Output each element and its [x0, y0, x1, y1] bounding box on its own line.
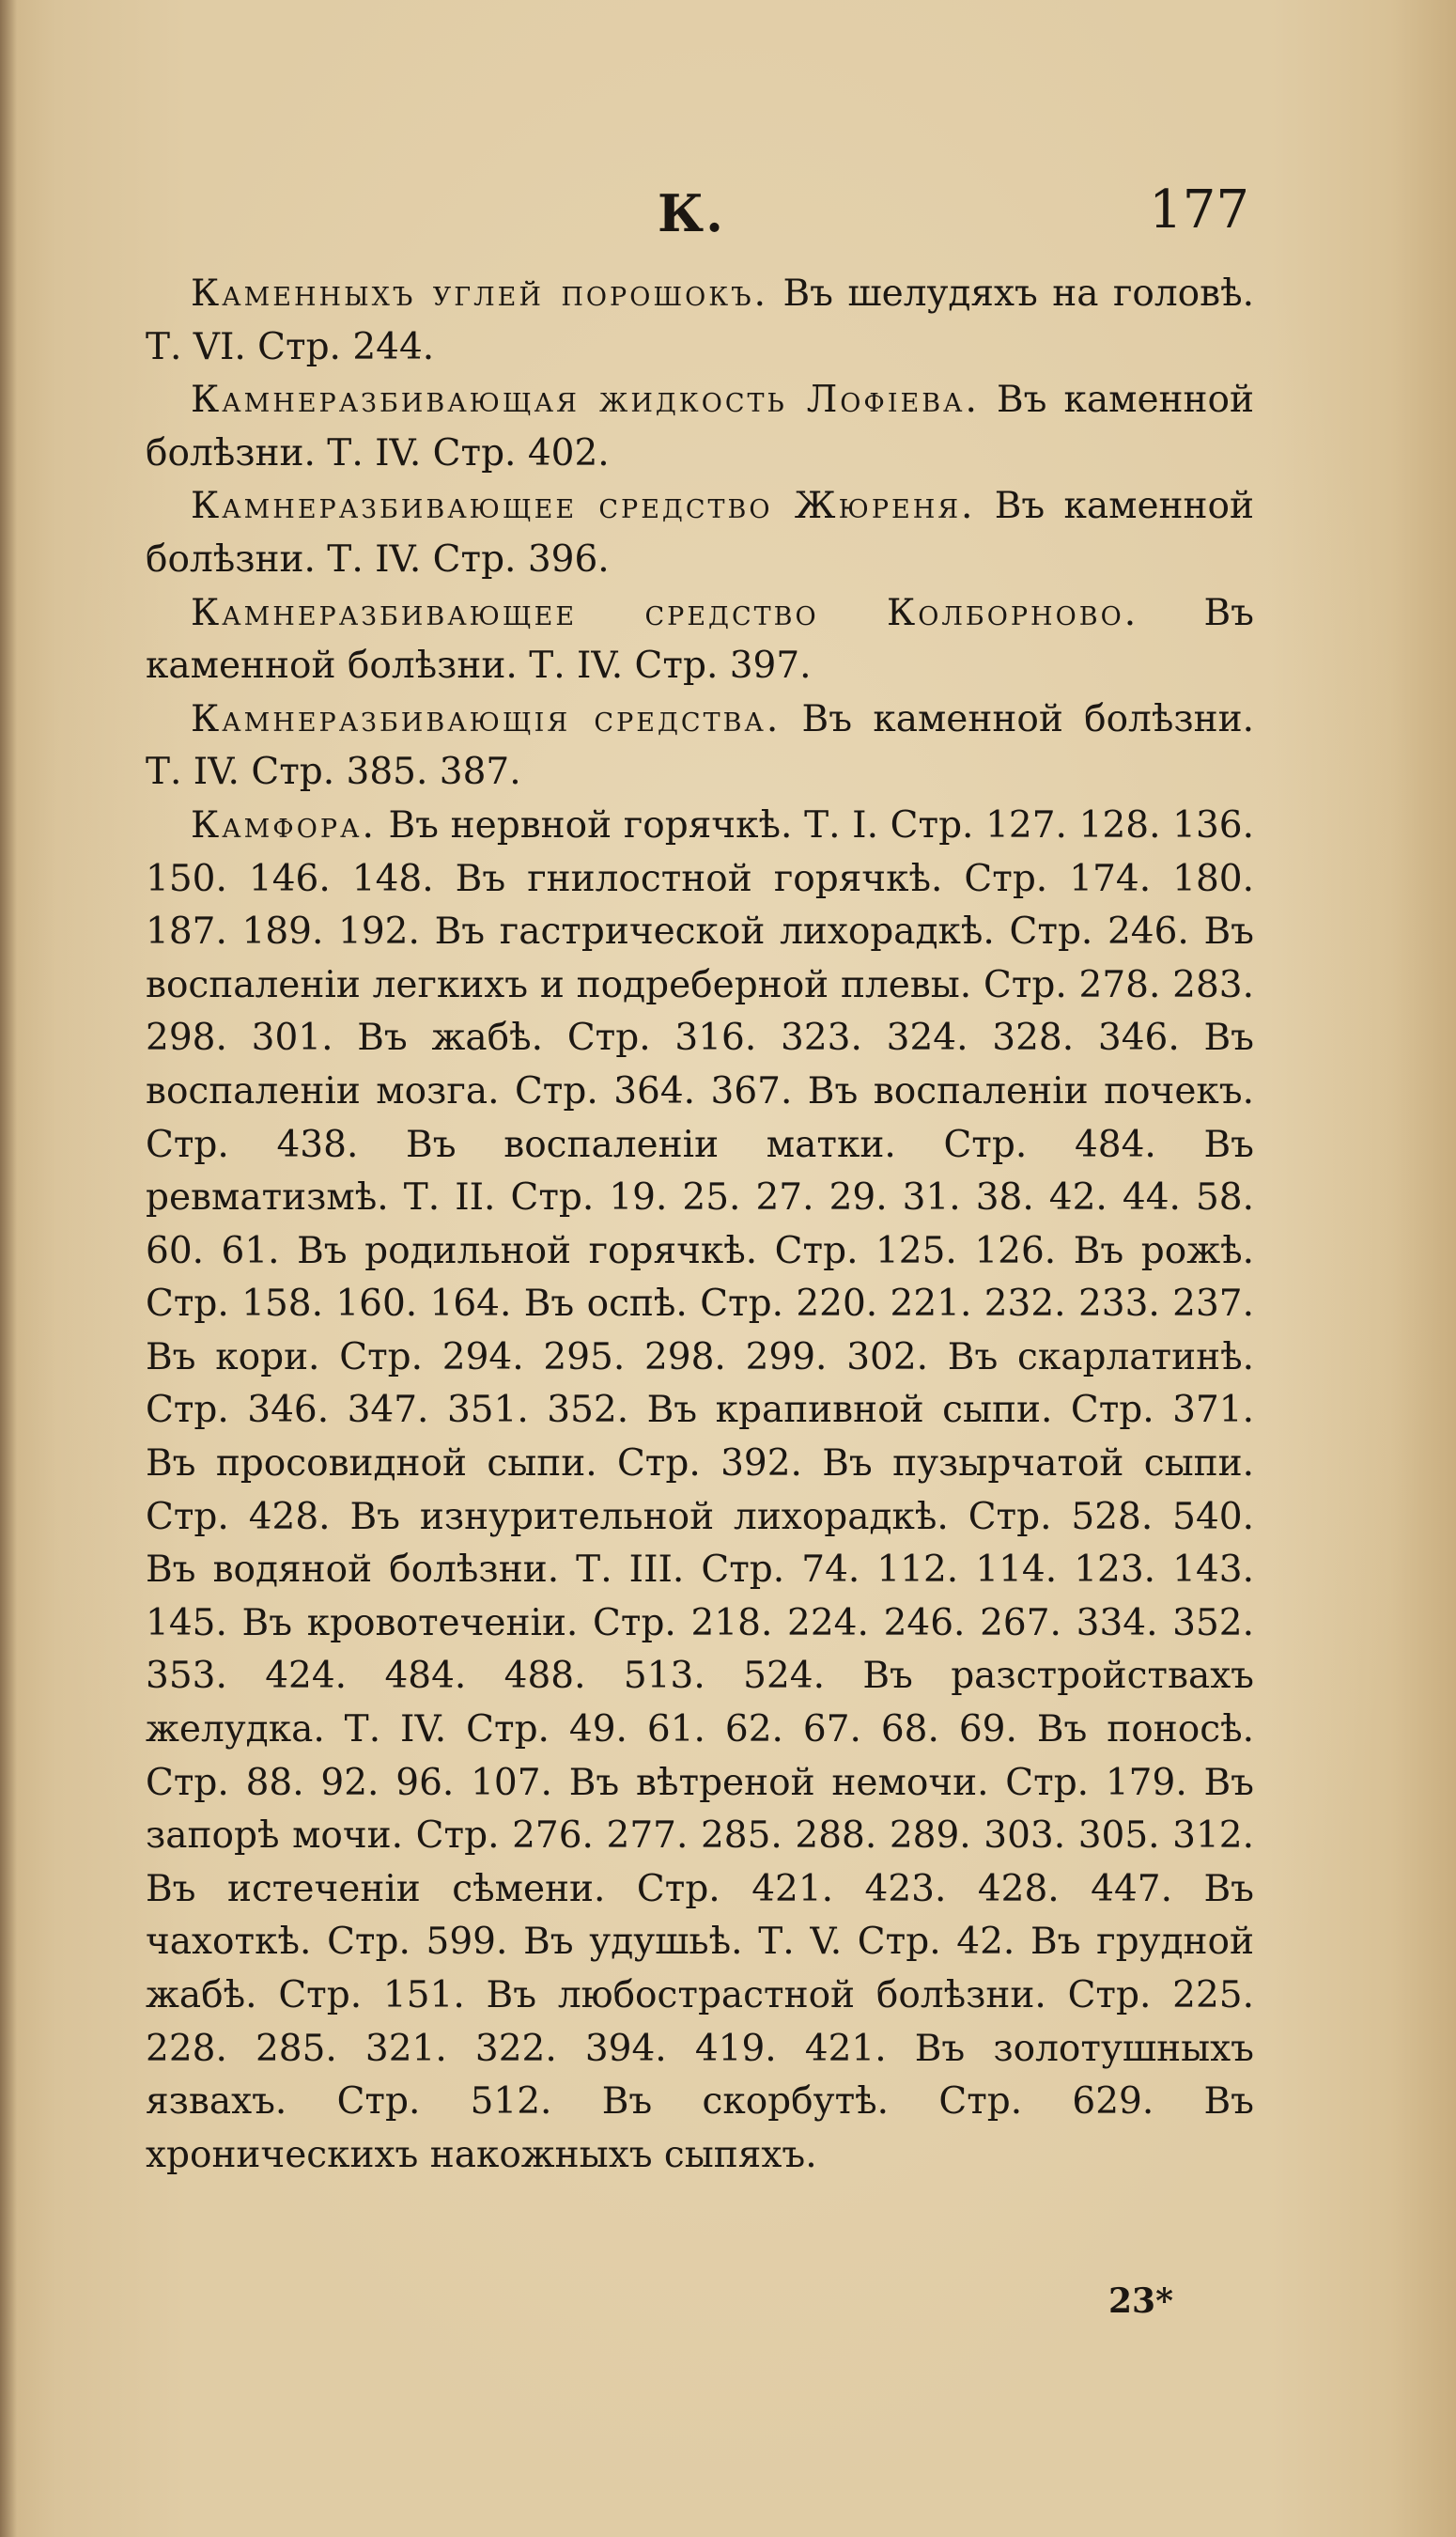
entry-references: Въ каменной болѣзни. Т. IV. Стр. 385. 387. — [146, 697, 1255, 794]
entry-references: Въ каменной болѣзни. Т. IV. Стр. 402. — [146, 379, 1254, 475]
entry-headword: Камнеразбивающее средство Жюреня. — [191, 485, 976, 528]
entry-references: Въ каменной болѣзни. Т. IV. Стр. 397. — [146, 591, 1254, 688]
entry-headword: Камнеразбивающія средства. — [191, 697, 782, 740]
entry-references: Въ нервной горячкѣ. Т. I. Стр. 127. 128. 136. 150. 146. 148. Въ гнилостной горячкѣ. Стр. 174. 180. 187. 189. 192. Въ гастрической лихорадкѣ. Стр. 246. Въ воспаленіи легкихъ и подреберной плевы. Стр. 278. 283. 298. 301. Въ жабѣ. Стр. 316. 323. 324. 328. 346. Въ воспаленіи мозга. Стр. 364. 367. Въ воспаленіи почекъ. Стр. 438. Въ воспаленіи матки. Стр. 484. Въ ревматизмѣ. Т. II. Стр. 19. 25. 27. 29. 31. 38. 42. 44. 58. 60. 61. Въ родильной горячкѣ. Стр. 125. 126. Въ рожѣ. Стр. 158. 160. 164. Въ оспѣ. Стр. 220. 221. 232. 233. 237. Въ кори. Стр. 294. 295. 298. 299. 302. Въ скарлатинѣ. Стр. 346. 347. 351. 352. Въ крапивной сыпи. Стр. 371. Въ просовидной сыпи. Стр. 392. Въ пузырчатой сыпи. Стр. 428. Въ изнурительной лихорадкѣ. Стр. 528. 540. Въ водяной болѣзни. Т. III. Стр. 74. 112. 114. 123. 143. 145. Въ кровотеченіи. Стр. 218. 224. 246. 267. 334. 352. 353. 424. 484. 488. 513. 524. Въ разстройствахъ желудка. Т. IV. Стр. 49. 61. 62. 67. 68. 69. Въ поносѣ. Стр. 88. 92. 96. 107. Въ вѣтреной немочи. Стр. 179. Въ запорѣ мочи. Стр. 276. 277. 285. 288. 289. 303. 305. 312. Въ истеченіи сѣмени. Стр. 421. 423. 428. 447. Въ чахоткѣ. Стр. 599. Въ удушьѣ. Т. V. Стр. 42. Въ грудной жабѣ. Стр. 151. Въ любострастной болѣзни. Стр. 225. 228. 285. 321. 322. 394. 419. 421. Въ золотушныхъ язвахъ. Стр. 512. Въ скорбутѣ. Стр. 629. Въ хроническихъ накожныхъ сыпяхъ. — [146, 803, 1254, 2176]
section-letter: К. — [658, 183, 725, 243]
entry-headword: Каменныхъ углей порошокъ. — [191, 272, 769, 315]
page-number: 177 — [1149, 179, 1249, 241]
index-entry — [146, 268, 1254, 374]
index-entry — [146, 587, 1254, 693]
index-entry — [146, 800, 1254, 2182]
page-header — [160, 179, 1249, 249]
index-entry — [146, 374, 1254, 480]
page-spine-shadow — [0, 0, 17, 2537]
entry-references: Въ шелудяхъ на головѣ. Т. VI. Стр. 244. — [146, 272, 1254, 368]
index-entry — [146, 693, 1254, 800]
entry-references: Въ каменной болѣзни. Т. IV. Стр. 396. — [146, 485, 1254, 581]
index-entry — [146, 480, 1254, 586]
signature-mark: 23* — [1108, 2281, 1173, 2321]
entry-headword: Камнеразбивающее средство Колборново. — [191, 591, 1139, 634]
entry-headword: Камнеразбивающая жидкость Лофіева. — [191, 379, 980, 422]
index-entries — [146, 268, 1254, 2182]
entry-headword: Камфора. — [191, 803, 377, 847]
